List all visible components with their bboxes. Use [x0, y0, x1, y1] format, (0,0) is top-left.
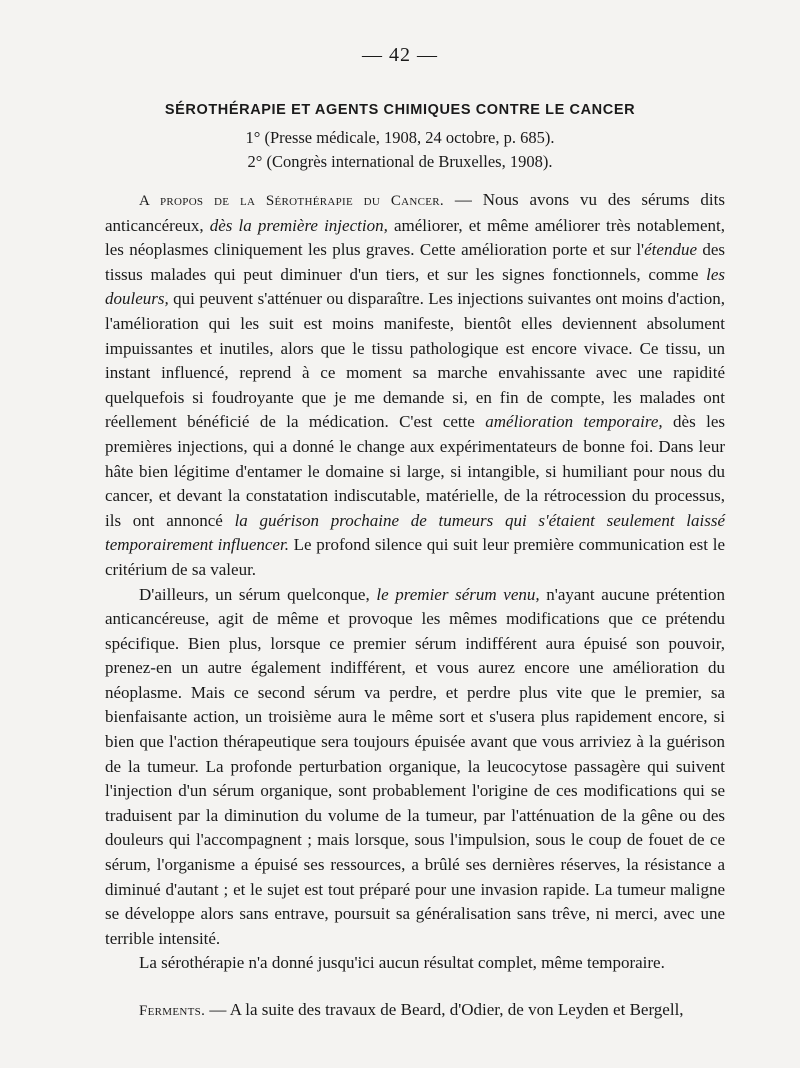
text-run: D'ailleurs, un sérum quelconque, — [139, 584, 377, 604]
text-run: n'ayant aucune prétention anticancéreuse, agit de même et provoque les mêmes modifications que ce prétendu spécifique. Bien plus, lorsque ce premier sérum indifférent aura épuisé son pouvoir, prenez-en un autre également indifférent, et vous aurez encore une amélioration du néoplasme. Mais ce second sérum va perdre, et perdre plus vite que le premier, sa bienfaisante action, un troisième aura le même sort et s'usera plus rapidement encore, si bien que l'action thérapeutique sera toujours épuisée avant que vous arriviez à la guérison de la tumeur. La profonde perturbation organique, la leucocytose passagère qui suivent l'injection d'un sérum organique, sont probablement l'origine de ces modifications qui se traduisent par la diminution du volume de la tumeur, par l'atténuation de la gêne ou des douleurs qui l'accompagnent ; mais lorsque, sous l'impulsion, sous le coup de fouet de ce sérum, l'organisme a épuisé ses ressources, a brûlé ses dernières réserves, la résistance a diminué d'autant ; et le sujet est tout préparé pour une invasion rapide. La tumeur maligne se développe alors sans entrave, poursuit sa généralisation sans trêve, ni merci, avec une terrible intensité. — [105, 584, 725, 948]
reference-list — [0, 126, 800, 174]
text-run: dès les premières injections, qui a donné le change aux expérimentateurs de bonne foi. Dans leur hâte bien légitime d'entamer le domaine si large, si intangible, si humiliant pour nous du cancer, et devant la constatation indiscutable, matérielle, de la rétrocession du processus, ils ont annoncé — [105, 412, 725, 530]
body-text — [105, 188, 725, 1024]
text-run: des tissus malades qui peut diminuer d'un tiers, et sur les signes fonctionnels, comme — [105, 240, 725, 284]
italic-run: dès la première injection, — [209, 215, 388, 235]
text-run: qui peuvent s'atténuer ou disparaître. Les injections suivantes ont moins d'action, l'amélioration qui les suit est moins manifeste, bientôt elles deviennent absolument impuissantes et inutiles, alors que le tissu pathologique est encore vivace. Ce tissu, un instant influencé, reprend à ce moment sa marche envahissante avec une rapidité quelquefois si foudroyante que je me demande si, en fin de compte, les malades ont réellement bénéficié de la médication. C'est cette — [105, 289, 725, 432]
paragraph-conclusion: La sérothérapie n'a donné jusqu'ici aucun résultat complet, même temporaire. — [139, 953, 665, 973]
section-heading: SÉROTHÉRAPIE ET AGENTS CHIMIQUES CONTRE LE CANCER — [164, 102, 636, 118]
paragraph-lead: Ferments. — [139, 1003, 206, 1019]
text-run: — A la suite des travaux de Beard, d'Odier, de von Leyden et Bergell, — [205, 1000, 684, 1019]
page-number: — 42 — — [362, 44, 438, 66]
paragraph-ferments — [105, 998, 725, 1024]
italic-run: amélioration temporaire, — [485, 412, 663, 432]
text-run: — Nous avons vu des sérums dits anticancéreux, — [105, 190, 725, 235]
italic-run: étendue — [644, 240, 697, 260]
paragraph-serotherapie — [105, 188, 725, 583]
reference-item: 2° (Congrès international de Bruxelles, 1908). — [247, 152, 553, 171]
reference-item: 1° (Presse médicale, 1908, 24 octobre, p. 685). — [245, 128, 555, 147]
italic-run: le premier sérum venu, — [376, 584, 540, 604]
italic-run: les douleurs, — [105, 264, 725, 309]
italic-run: la guérison prochaine de tumeurs qui s'étaient seulement laissé temporairement influencer. — [105, 510, 726, 555]
text-run: améliorer, et même améliorer très notablement, les néoplasmes cliniquement les plus graves. Cette amélioration porte et sur l' — [105, 215, 725, 260]
text-run: Le profond silence qui suit leur première communication est le critérium de sa valeur. — [105, 535, 725, 579]
paragraph-serum-quelconque — [105, 583, 725, 952]
paragraph-lead: A propos de la Sérothérapie du Cancer. — [139, 193, 444, 209]
